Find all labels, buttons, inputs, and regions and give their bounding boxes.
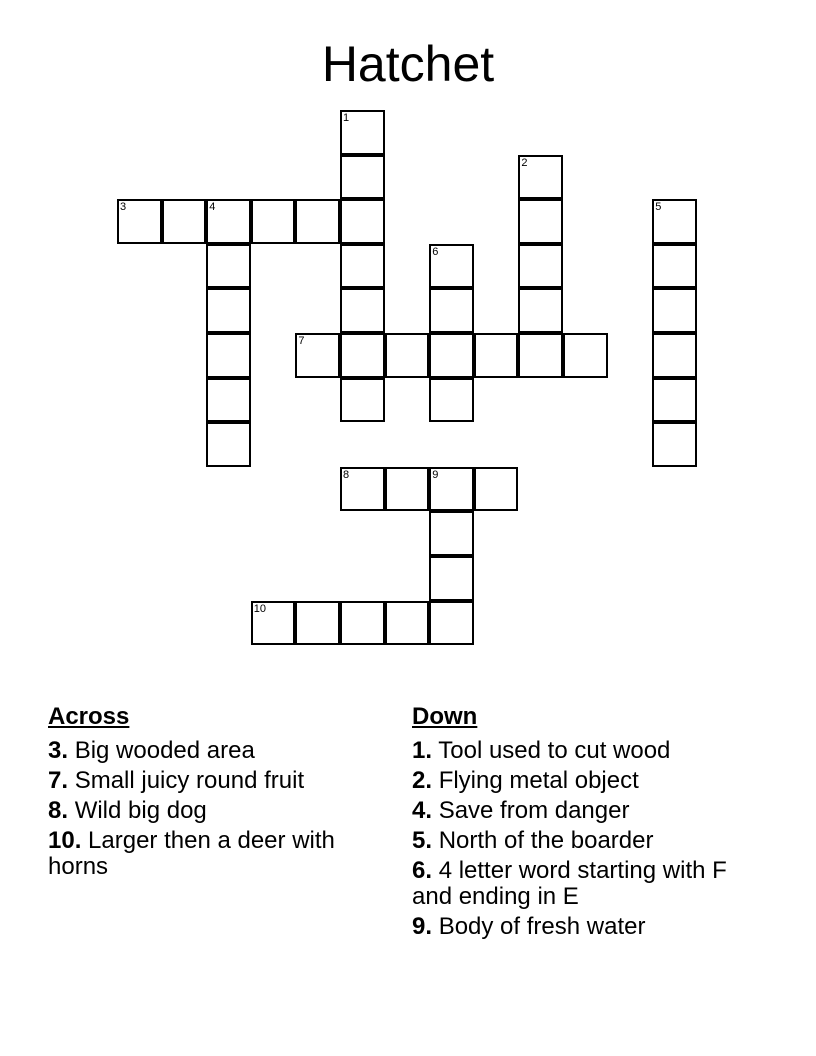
clue-text: Big wooded area [74, 737, 255, 764]
grid-cell[interactable] [340, 378, 385, 423]
cell-number: 2 [521, 156, 528, 169]
clue-number: 3. [48, 737, 69, 764]
grid-cell[interactable] [295, 601, 340, 646]
down-clue-list [412, 738, 732, 940]
grid-cell[interactable] [429, 601, 474, 646]
clue-number: 1. [412, 737, 433, 764]
grid-cell[interactable] [429, 378, 474, 423]
grid-cell[interactable] [340, 155, 385, 200]
down-heading: Down [412, 703, 478, 730]
grid-cell[interactable] [518, 199, 563, 244]
grid-cell[interactable] [117, 199, 162, 244]
clue-text: Save from danger [438, 797, 630, 824]
clue-text: Body of fresh water [438, 913, 646, 940]
grid-cell[interactable] [652, 422, 697, 467]
cell-number: 5 [655, 201, 662, 214]
grid-cell[interactable] [385, 333, 430, 378]
clue-number: 5. [412, 827, 433, 854]
clue-number: 10. [48, 827, 82, 854]
grid-cell[interactable] [295, 333, 340, 378]
across-clues [48, 702, 388, 884]
grid-cell[interactable] [295, 199, 340, 244]
grid-cell[interactable] [206, 244, 251, 289]
clue-number: 9. [412, 913, 433, 940]
grid-cell[interactable] [429, 556, 474, 601]
grid-cell[interactable] [429, 333, 474, 378]
cell-number: 3 [120, 201, 127, 214]
cell-number: 1 [343, 112, 350, 124]
clue-text: Small juicy round fruit [74, 767, 305, 794]
down-clue [412, 798, 732, 824]
across-clue [48, 828, 388, 880]
cell-number: 4 [209, 201, 216, 214]
clue-text: Flying metal object [438, 767, 639, 794]
grid-cell[interactable] [429, 288, 474, 333]
down-clue [412, 828, 732, 854]
grid-cell[interactable] [251, 601, 296, 646]
grid-cell[interactable] [652, 244, 697, 289]
clue-text: 4 letter word starting with F and ending in E [412, 857, 727, 910]
grid-cell[interactable] [429, 467, 474, 512]
across-clue [48, 738, 388, 764]
grid-cell[interactable] [340, 333, 385, 378]
grid-cell[interactable] [206, 199, 251, 244]
grid-cell[interactable] [385, 601, 430, 646]
cell-number: 7 [298, 335, 305, 347]
down-clues [412, 702, 732, 944]
clue-text: North of the boarder [438, 827, 654, 854]
grid-cell[interactable] [385, 467, 430, 512]
down-clue [412, 768, 732, 794]
grid-cell[interactable] [563, 333, 608, 378]
down-clue [412, 738, 732, 764]
clue-text: Tool used to cut wood [438, 737, 671, 764]
grid-cell[interactable] [340, 244, 385, 289]
grid-cell[interactable] [518, 244, 563, 289]
grid-cell[interactable] [340, 110, 385, 155]
grid-cell[interactable] [474, 333, 519, 378]
grid-cell[interactable] [340, 467, 385, 512]
clue-number: 4. [412, 797, 433, 824]
across-clue [48, 798, 388, 824]
grid-cell[interactable] [162, 199, 207, 244]
clue-number: 7. [48, 767, 69, 794]
grid-cell[interactable] [652, 199, 697, 244]
cell-number: 9 [432, 468, 439, 481]
grid-cell[interactable] [251, 199, 296, 244]
across-heading: Across [48, 703, 130, 730]
grid-cell[interactable] [429, 511, 474, 556]
clue-number: 8. [48, 797, 69, 824]
grid-cell[interactable] [652, 378, 697, 423]
grid-cell[interactable] [429, 244, 474, 289]
grid-cell[interactable] [206, 288, 251, 333]
clue-text: Larger then a deer with horns [48, 827, 335, 880]
down-clue [412, 858, 732, 910]
clue-text: Wild big dog [74, 797, 207, 824]
grid-cell[interactable] [518, 333, 563, 378]
grid-cell[interactable] [652, 333, 697, 378]
grid-cell[interactable] [474, 467, 519, 512]
across-clue-list [48, 738, 388, 880]
clue-number: 6. [412, 857, 433, 884]
grid-cell[interactable] [206, 422, 251, 467]
down-clue [412, 914, 732, 940]
grid-cell[interactable] [206, 333, 251, 378]
cell-number: 10 [253, 602, 267, 615]
grid-cell[interactable] [518, 288, 563, 333]
grid-cell[interactable] [518, 155, 563, 200]
puzzle-title: Hatchet [321, 36, 495, 92]
clue-number: 2. [412, 767, 433, 794]
grid-cell[interactable] [340, 199, 385, 244]
grid-cell[interactable] [340, 601, 385, 646]
grid-cell[interactable] [340, 288, 385, 333]
grid-cell[interactable] [652, 288, 697, 333]
grid-cell[interactable] [206, 378, 251, 423]
cell-number: 8 [343, 468, 350, 481]
cell-number: 6 [432, 245, 439, 258]
across-clue [48, 768, 388, 794]
